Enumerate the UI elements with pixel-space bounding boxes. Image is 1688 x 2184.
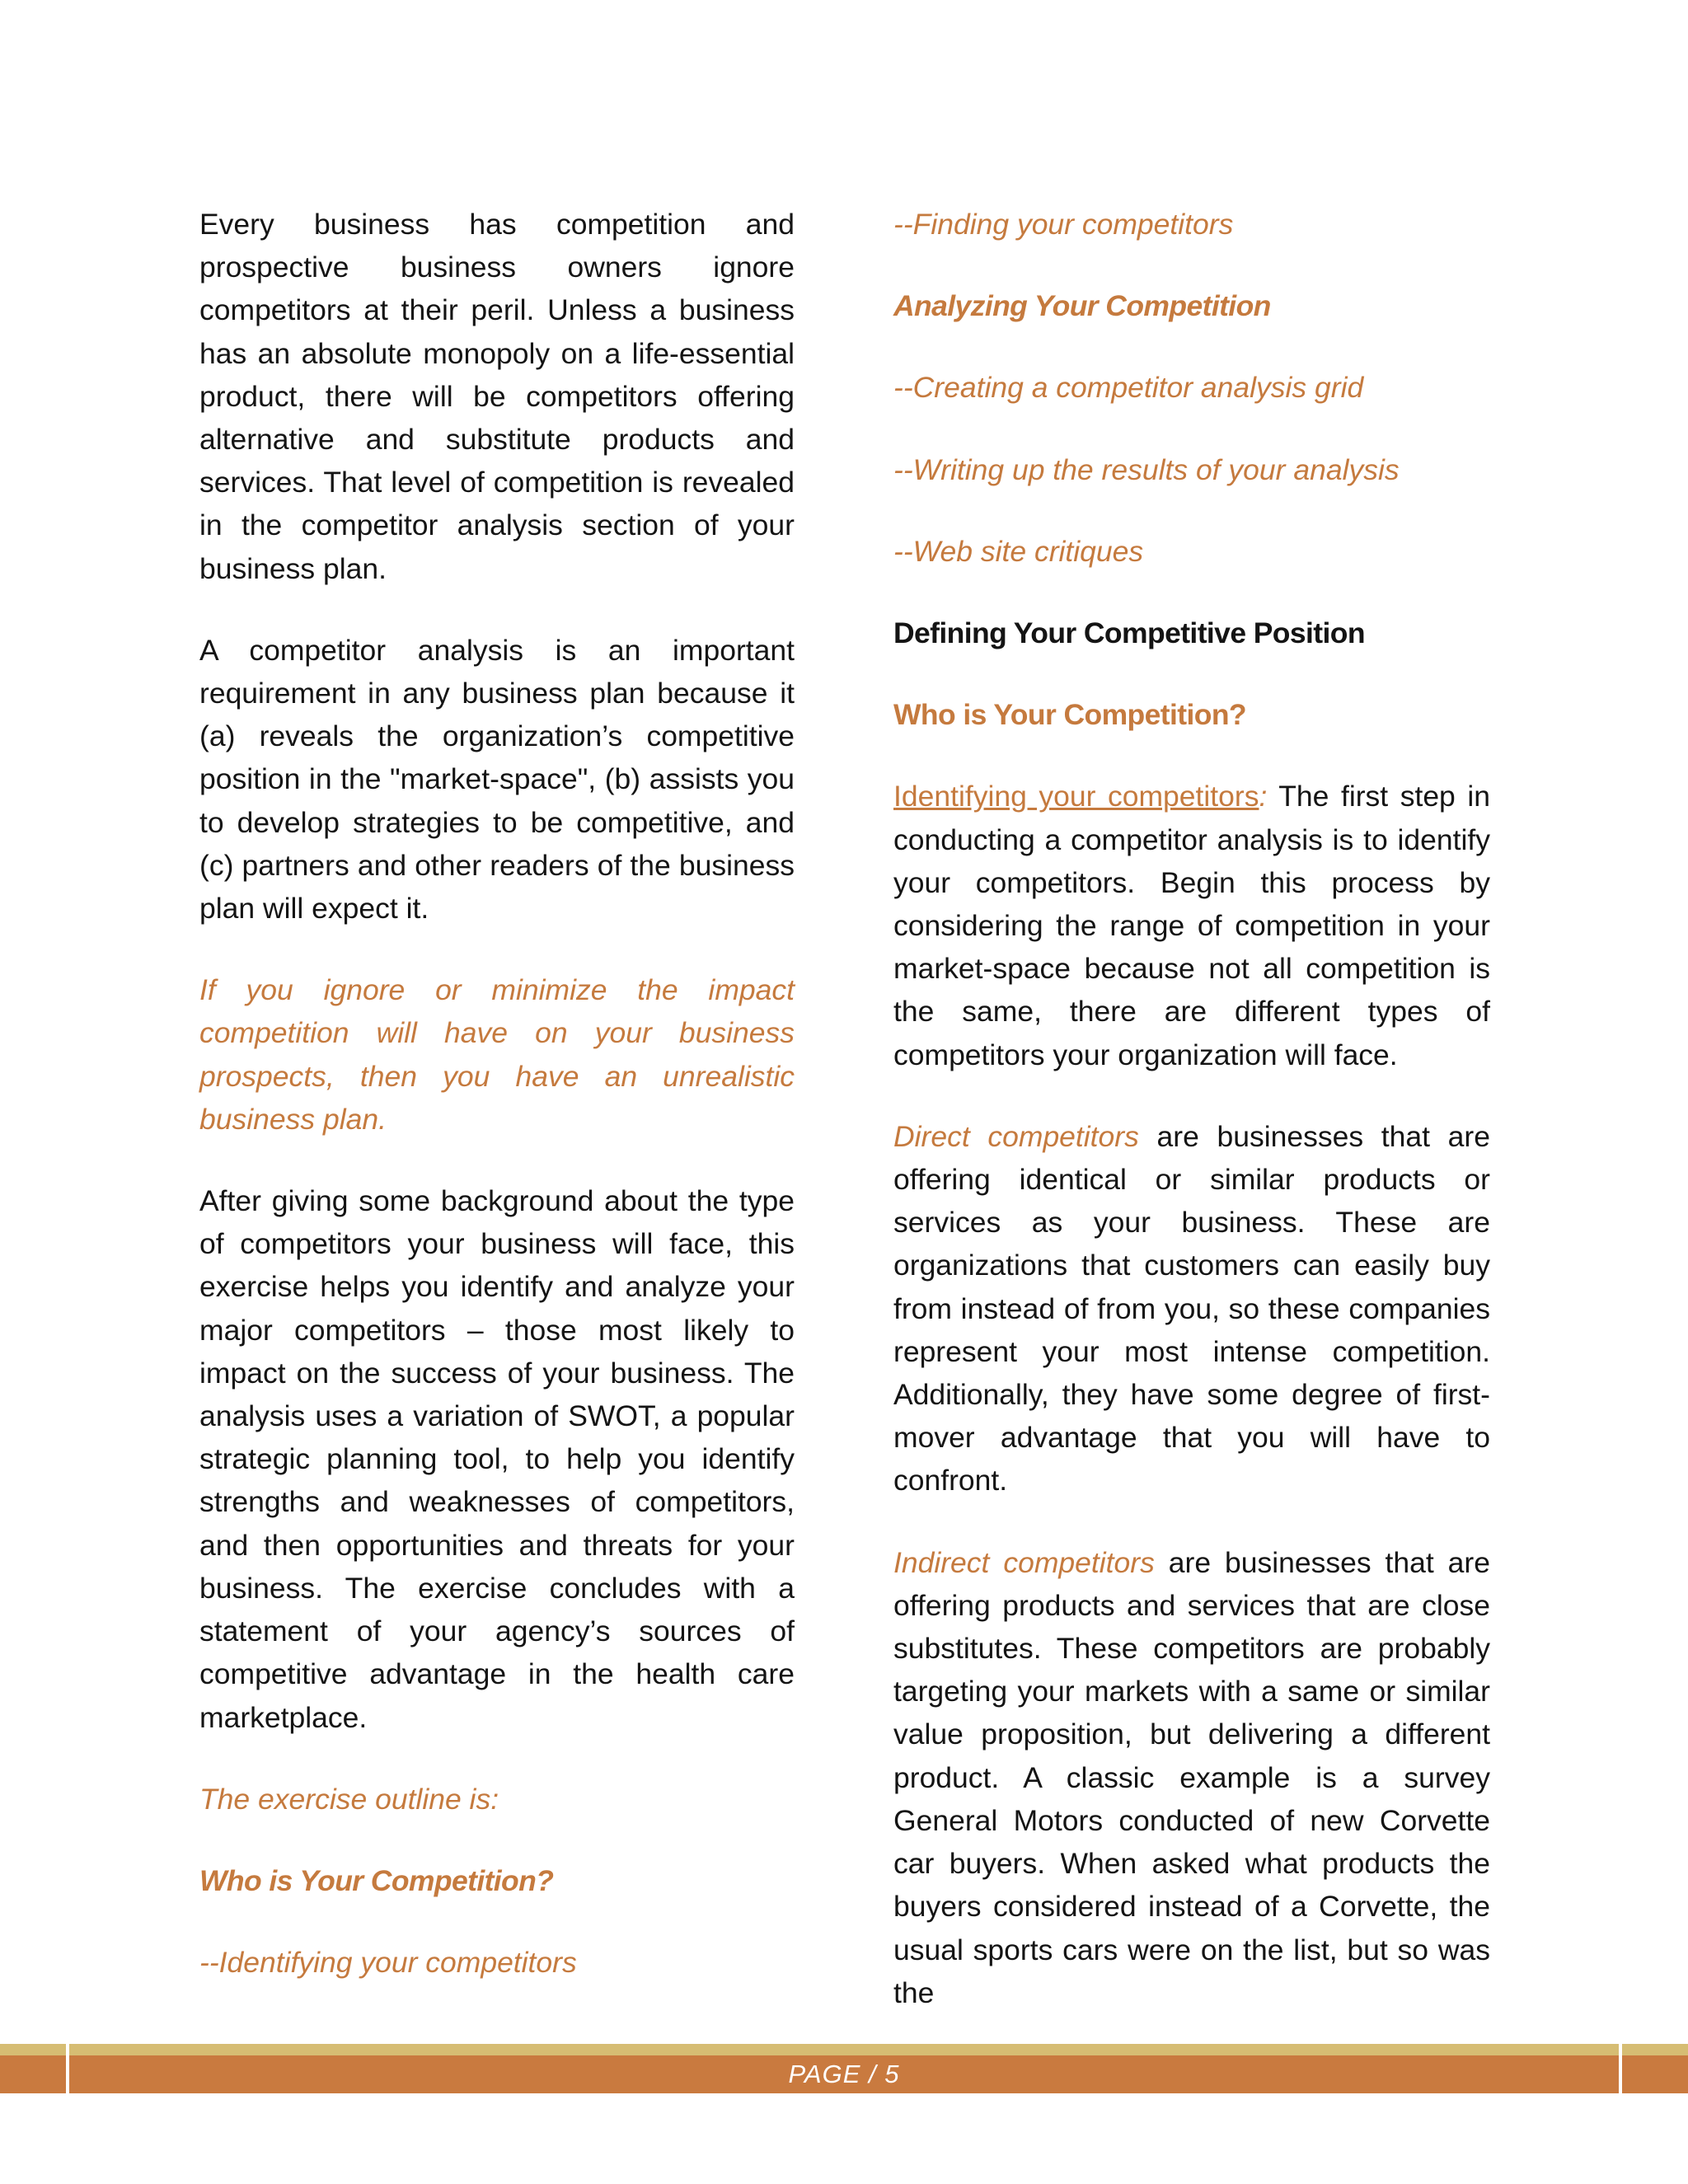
section-heading-competition: Who is Your Competition? <box>893 698 1246 732</box>
right-column <box>893 203 1490 2053</box>
direct-competitors-term: Direct competitors <box>893 1119 1139 1153</box>
competitor-analysis-paragraph: A competitor analysis is an important requirement in any business plan because it (a) reveals the organization’s competitive position in the "market-space", (b) assists you to develop strategies to be competitive, and (c) partners and other readers of the business plan will expect it. <box>199 633 795 926</box>
identifying-colon: : <box>1259 780 1268 813</box>
direct-competitors-text: are businesses that are offering identical or similar products or services as your business. These are organizations that customers can easily buy from instead of from you, so these companies represent your most intense competition. Additionally, they have some degree of first-mover advantage that you will have to confront. <box>893 1119 1490 1497</box>
left-column <box>199 203 795 2022</box>
footer-gold-stripe <box>0 2044 1688 2055</box>
pull-quote: If you ignore or minimize the impact competition will have on your business prospects, then you have an unrealistic business plan. <box>199 973 795 1136</box>
identifying-paragraph <box>893 775 1490 1076</box>
identifying-text: The first step in conducting a competitor analysis is to identify your competitors. Begin this process by considering the range of competition in your market-space because not all competition is the same, there are different types of competitors your organization will face. <box>893 780 1490 1071</box>
indirect-competitors-paragraph <box>893 1541 1490 2014</box>
indirect-competitors-text: are businesses that are offering products and services that are close substitutes. These competitors are probably targeting your markets with a same or similar value proposition, but delivering a different product. A classic example is a survey General Motors conducted of new Corvette car buyers. When asked what products the buyers considered instead of a Corvette, the usual sports cars were on the list, but so was the <box>893 1545 1490 2009</box>
indirect-competitors-term: Indirect competitors <box>893 1545 1155 1579</box>
exercise-paragraph: After giving some background about the type of competitors your business will face, this exercise helps you identify and analyze your major competitors – those most likely to impact on the success of your business. The analysis uses a variation of SWOT, a popular strategic planning tool, to help you identify strengths and weaknesses of competitors, and then opportunities and threats for your business. The exercise concludes with a statement of your agency’s sources of competitive advantage in the health care marketplace. <box>199 1184 795 1734</box>
outline-item-critiques: --Web site critiques <box>893 534 1144 568</box>
outline-heading-analyzing: Analyzing Your Competition <box>893 289 1271 323</box>
outline-heading-competition: Who is Your Competition? <box>199 1863 554 1897</box>
outline-intro: The exercise outline is: <box>199 1782 499 1816</box>
outline-item-grid: --Creating a competitor analysis grid <box>893 371 1364 405</box>
direct-competitors-paragraph <box>893 1115 1490 1502</box>
page-number: PAGE / 5 <box>788 2060 900 2088</box>
outline-heading-position: Defining Your Competitive Position <box>893 616 1365 650</box>
outline-item-finding: --Finding your competitors <box>893 208 1234 241</box>
outline-item-results: --Writing up the results of your analysis <box>893 452 1400 486</box>
intro-paragraph: Every business has competition and prospective business owners ignore competitors at their peril. Unless a business has an absolute monopoly on a life-essential product, there will be competitors offering alternative and substitute products and services. That level of competition is revealed in the competitor analysis section of your business plan. <box>199 208 795 585</box>
outline-item-identifying: --Identifying your competitors <box>199 1946 577 1980</box>
identifying-competitors-link[interactable]: Identifying your competitors <box>893 780 1259 813</box>
